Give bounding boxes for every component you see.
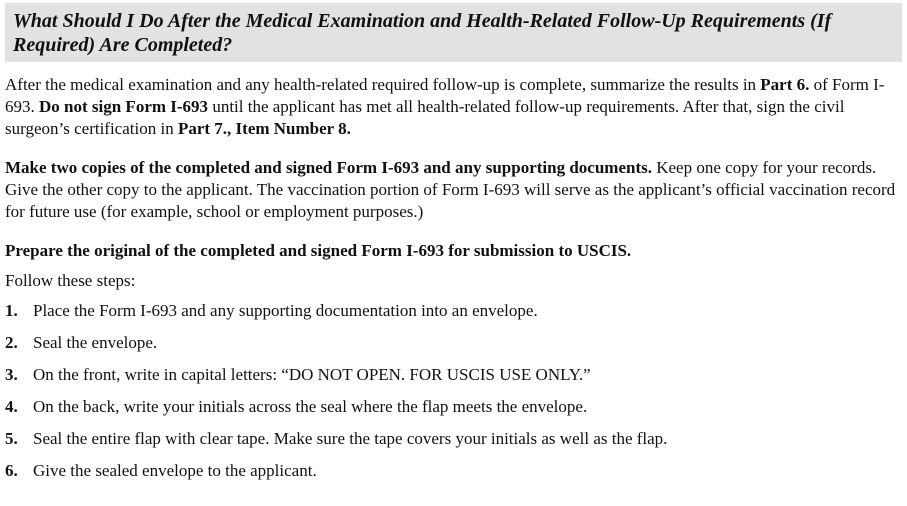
paragraph-summary <box>5 74 902 140</box>
step-text: Give the sealed envelope to the applicant. <box>33 461 317 480</box>
list-item <box>5 332 902 354</box>
step-number: 6. <box>5 461 18 480</box>
step-text: On the back, write your initials across the seal where the flap meets the envelope. <box>33 397 588 416</box>
bold-run: Part 7., Item Number 8. <box>177 119 351 138</box>
bold-run: Part 6. <box>760 75 810 94</box>
list-item <box>5 364 902 386</box>
step-number: 3. <box>5 365 18 384</box>
section-header <box>5 3 902 62</box>
step-number: 2. <box>5 333 18 352</box>
section-title: What Should I Do After the Medical Examination and Health-Related Follow-Up Requirements (If Required) Are Completed? <box>13 10 832 56</box>
bold-run: Prepare the original of the completed and signed Form I-693 for submission to USCIS. <box>5 241 632 260</box>
step-text: Seal the envelope. <box>33 333 158 352</box>
step-number: 1. <box>5 301 18 320</box>
bold-run: Make two copies of the completed and signed Form I-693 and any supporting documents. <box>5 158 652 177</box>
text-run: until the applicant has met all health-related follow-up requirements. After that, sign the civil surgeon’s certification in <box>5 97 845 138</box>
paragraph-follow-steps: Follow these steps: <box>5 271 136 290</box>
list-item <box>5 300 902 322</box>
list-item <box>5 428 902 450</box>
text-run: After the medical examination and any health-related required follow-up is complete, summarize the results in <box>5 75 761 94</box>
document-body <box>5 74 902 492</box>
steps-list <box>5 300 902 482</box>
step-text: Seal the entire flap with clear tape. Make sure the tape covers your initials as well as the flap. <box>33 429 668 448</box>
list-item <box>5 396 902 418</box>
list-item <box>5 460 902 482</box>
step-number: 4. <box>5 397 18 416</box>
step-number: 5. <box>5 429 18 448</box>
bold-run: Do not sign Form I-693 <box>39 97 209 116</box>
step-text: On the front, write in capital letters: “DO NOT OPEN. FOR USCIS USE ONLY.” <box>33 365 591 384</box>
text-run: of Form I-693. <box>5 75 885 116</box>
paragraph-prepare <box>5 240 902 262</box>
step-text: Place the Form I-693 and any supporting documentation into an envelope. <box>33 301 538 320</box>
text-run: Keep one copy for your records. Give the other copy to the applicant. The vaccination portion of Form I-693 will serve as the applicant’s official vaccination record for future use (for example, school or employment purposes.) <box>5 158 896 221</box>
paragraph-copies <box>5 157 902 223</box>
